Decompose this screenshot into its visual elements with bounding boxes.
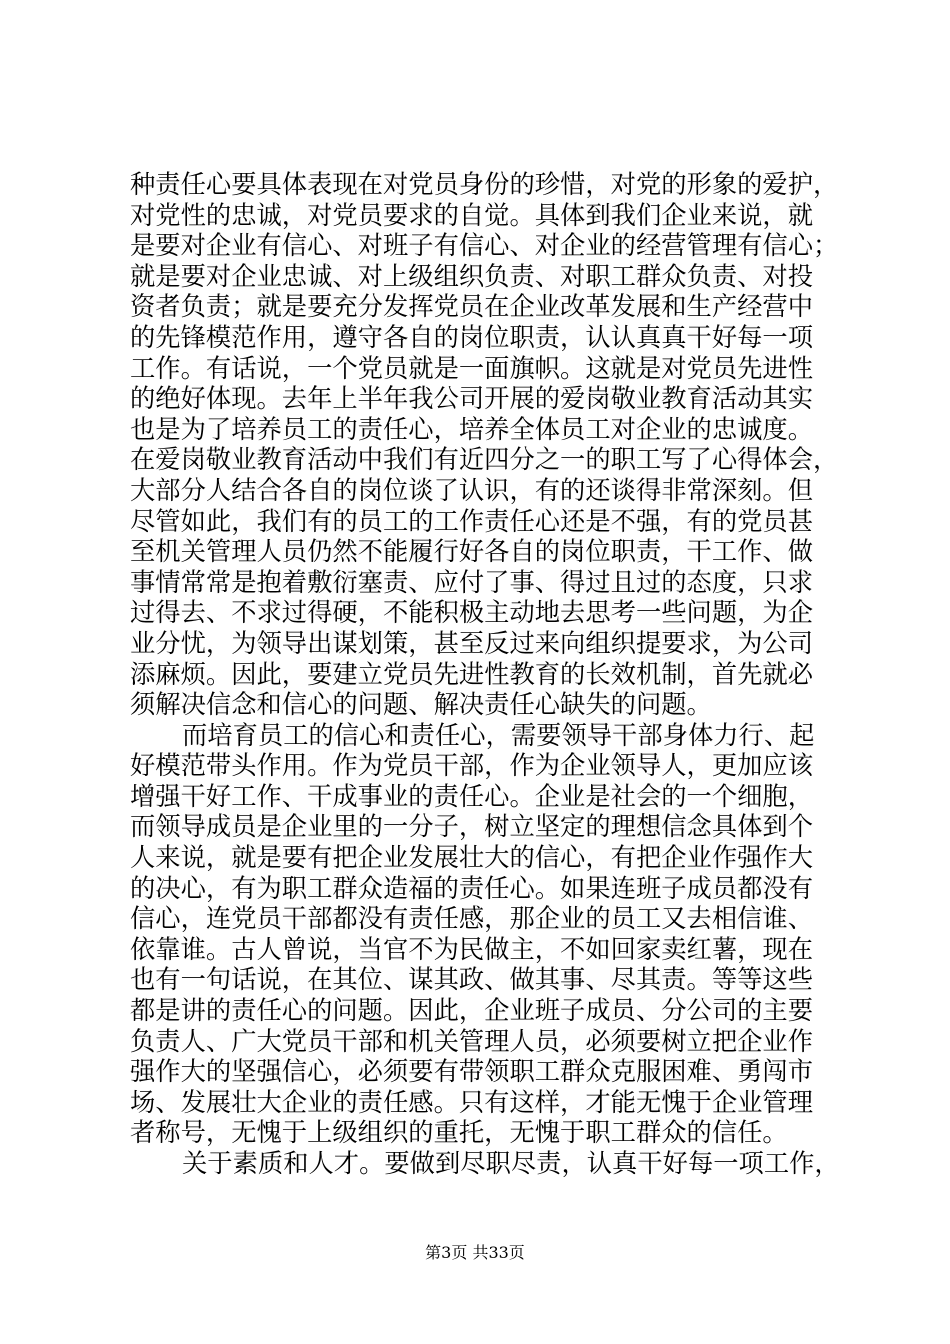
text-line: 增强干好工作、干成事业的责任心。企业是社会的一个细胞， bbox=[130, 781, 814, 811]
paragraph-start-line: 关于素质和人才。要做到尽职尽责，认真干好每一项工作， bbox=[182, 1149, 840, 1178]
paragraph-start-line: 而培育员工的信心和责任心，需要领导干部身体力行、起 bbox=[182, 720, 815, 750]
text-line: 的先锋模范作用，遵守各自的岗位职责，认认真真干好每一项 bbox=[130, 322, 814, 352]
text-line: 工作。有话说，一个党员就是一面旗帜。这就是对党员先进性 bbox=[130, 353, 814, 383]
text-line: 信心，连党员干部都没有责任感，那企业的员工又去相信谁、 bbox=[130, 904, 814, 934]
text-line: 好模范带头作用。作为党员干部，作为企业领导人，更加应该 bbox=[130, 751, 814, 781]
text-line: 的决心，有为职工群众造福的责任心。如果连班子成员都没有 bbox=[130, 873, 814, 903]
text-line: 也有一句话说，在其位、谋其政、做其事、尽其责。等等这些 bbox=[130, 965, 814, 995]
text-line: 场、发展壮大企业的责任感。只有这样，才能无愧于企业管理 bbox=[130, 1087, 814, 1117]
page-number-footer: 第3页 共33页 bbox=[425, 1243, 525, 1262]
text-line: 事情常常是抱着敷衍塞责、应付了事、得过且过的态度，只求 bbox=[130, 567, 814, 597]
text-line: 的绝好体现。去年上半年我公司开展的爱岗敬业教育活动其实 bbox=[130, 384, 814, 414]
text-line: 负责人、广大党员干部和机关管理人员，必须要树立把企业作 bbox=[130, 1026, 814, 1056]
text-line: 而领导成员是企业里的一分子，树立坚定的理想信念具体到个 bbox=[130, 812, 814, 842]
text-line: 须解决信念和信心的问题、解决责任心缺失的问题。 bbox=[130, 690, 712, 720]
text-line: 尽管如此，我们有的员工的工作责任心还是不强，有的党员甚 bbox=[130, 506, 814, 536]
text-line: 过得去、不求过得硬，不能积极主动地去思考一些问题，为企 bbox=[130, 598, 814, 628]
text-line: 是要对企业有信心、对班子有信心、对企业的经营管理有信心； bbox=[130, 231, 839, 261]
document-body bbox=[130, 170, 850, 1180]
text-line: 者称号，无愧于上级组织的重托，无愧于职工群众的信任。 bbox=[130, 1118, 788, 1148]
text-line: 就是要对企业忠诚、对上级组织负责、对职工群众负责、对投 bbox=[130, 261, 814, 291]
text-line: 业分忧，为领导出谋划策，甚至反过来向组织提要求，为公司 bbox=[130, 628, 814, 658]
text-line: 人来说，就是要有把企业发展壮大的信心，有把企业作强作大 bbox=[130, 843, 814, 873]
text-line: 添麻烦。因此，要建立党员先进性教育的长效机制，首先就必 bbox=[130, 659, 814, 689]
text-line: 依靠谁。古人曾说，当官不为民做主，不如回家卖红薯，现在 bbox=[130, 934, 814, 964]
text-line: 也是为了培养员工的责任心，培养全体员工对企业的忠诚度。 bbox=[130, 414, 814, 444]
text-line: 都是讲的责任心的问题。因此，企业班子成员、分公司的主要 bbox=[130, 996, 814, 1026]
text-line: 种责任心要具体表现在对党员身份的珍惜，对党的形象的爱护， bbox=[130, 170, 839, 199]
text-line: 强作大的坚强信心，必须要有带领职工群众克服困难、勇闯市 bbox=[130, 1057, 814, 1087]
text-line: 资者负责；就是要充分发挥党员在企业改革发展和生产经营中 bbox=[130, 292, 814, 322]
text-line: 至机关管理人员仍然不能履行好各自的岗位职责，干工作、做 bbox=[130, 537, 814, 567]
text-line: 对党性的忠诚，对党员要求的自觉。具体到我们企业来说，就 bbox=[130, 200, 814, 230]
text-line: 大部分人结合各自的岗位谈了认识，有的还谈得非常深刻。但 bbox=[130, 475, 814, 505]
text-line: 在爱岗敬业教育活动中我们有近四分之一的职工写了心得体会， bbox=[130, 445, 839, 475]
